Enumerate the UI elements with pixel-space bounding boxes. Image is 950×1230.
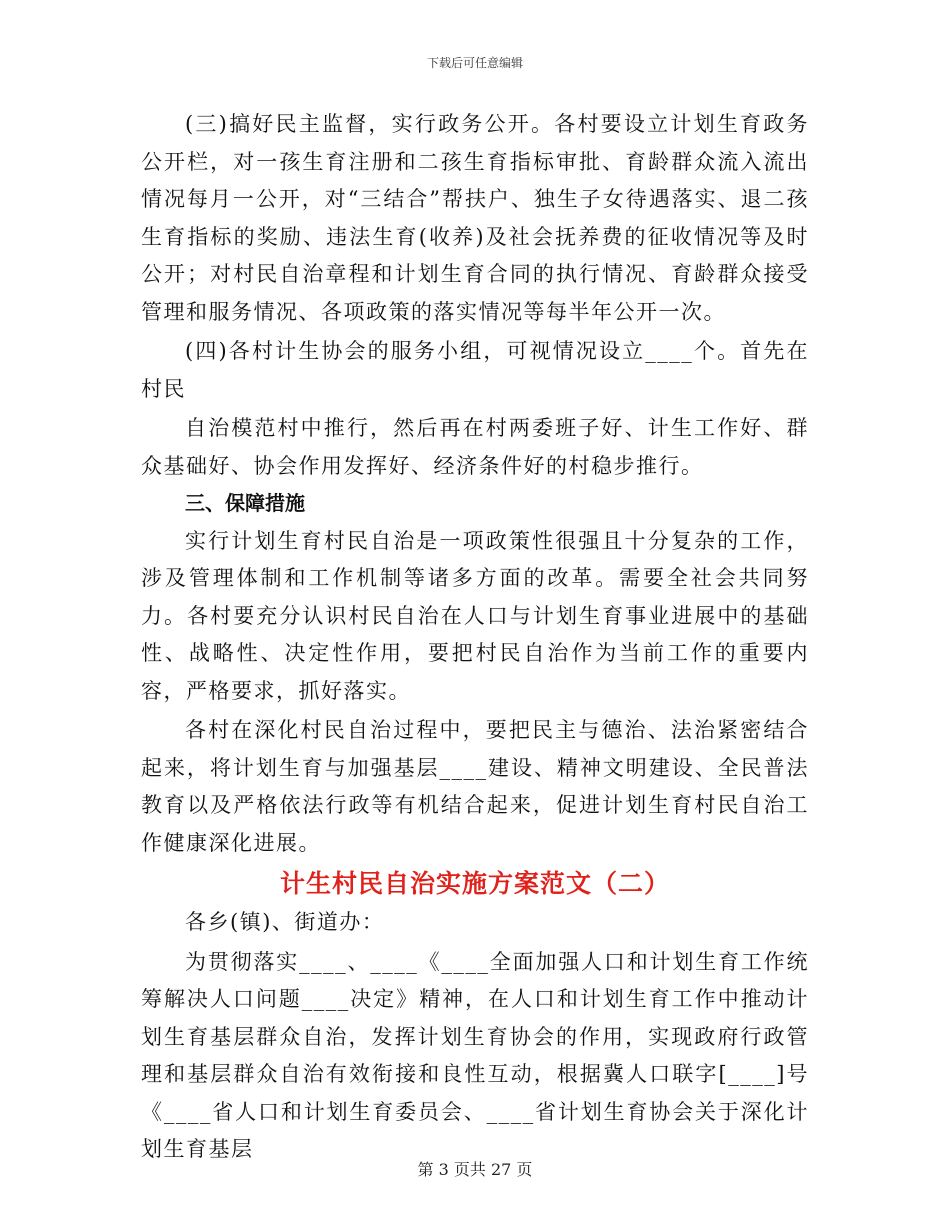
paragraph-guarantee: 实行计划生育村民自治是一项政策性很强且十分复杂的工作，涉及管理体制和工作机制等诸多方面的改革。需要全社会共同努力。各村要充分认识村民自治在人口与计划生育事业进展中的基础性、战略性、决定性作用，要把村民自治作为当前工作的重要内容，严格要求，抓好落实。: [141, 528, 809, 703]
salutation: 各乡(镇)、街道办：: [185, 910, 385, 934]
section-heading-guarantee: 三、保障措施: [185, 491, 305, 515]
paragraph-model-village: 自治模范村中推行，然后再在村两委班子好、计生工作好、群众基础好、协会作用发挥好、经济条件好的村稳步推行。: [141, 416, 809, 478]
document-title-part-two: 计生村民自治实施方案范文（二）: [279, 869, 670, 898]
page-number: 第 3 页共 27 页: [417, 1160, 533, 1179]
paragraph-implementation: 为贯彻落实____、____《____全面加强人口和计划生育工作统筹解决人口问题____决定》精神，在人口和计划生育工作中推动计划生育基层群众自治，发挥计划生育协会的作用，实现政府行政管理和基层群众自治有效衔接和良性互动，根据冀人口联字[____]号《____省人口和计划生育委员会、____省计划生育协会关于深化计划生育基层: [141, 949, 809, 1161]
paragraph-deepening: 各村在深化村民自治过程中，要把民主与德治、法治紧密结合起来，将计划生育与加强基层____建设、精神文明建设、全民普法教育以及严格依法行政等有机结合起来，促进计划生育村民自治工作健康深化进展。: [141, 718, 809, 855]
paragraph-supervision: (三)搞好民主监督，实行政务公开。各村要设立计划生育政务公开栏，对一孩生育注册和二孩生育指标审批、育龄群众流入流出情况每月一公开，对“三结合”帮扶户、独生子女待遇落实、退二孩生育指标的奖励、违法生育(收养)及社会抚养费的征收情况等及时公开；对村民自治章程和计划生育合同的执行情况、育龄群众接受管理和服务情况、各项政策的落实情况等每半年公开一次。: [141, 112, 809, 324]
paragraph-service-group: (四)各村计生协会的服务小组，可视情况设立____个。首先在村民: [141, 339, 809, 401]
page-header: 下载后可任意编辑: [426, 56, 523, 70]
document-body: [141, 106, 809, 1169]
